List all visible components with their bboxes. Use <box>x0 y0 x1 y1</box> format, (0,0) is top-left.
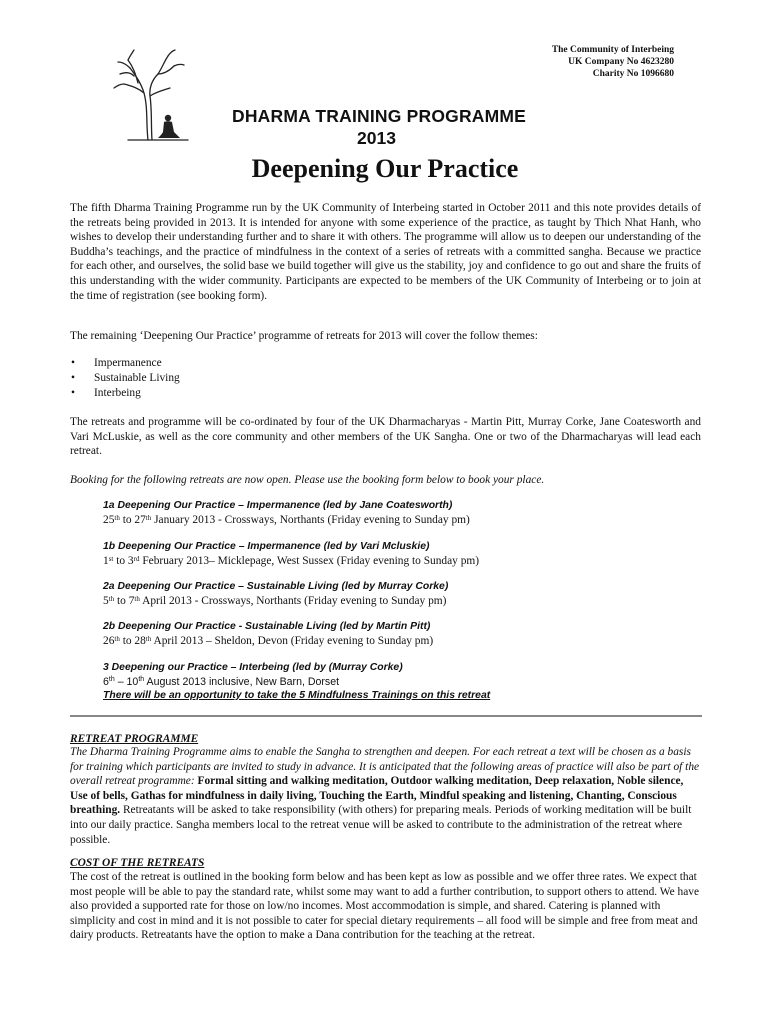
retreat-details: 6th – 10th August 2013 inclusive, New Barn, Dorset <box>103 676 340 688</box>
programme-year: 2013 <box>357 128 396 148</box>
tree-with-meditator-logo <box>108 48 200 148</box>
retreat-entry <box>103 620 703 648</box>
organisation-name: The Community of Interbeing <box>551 45 674 55</box>
company-number: UK Company No 4623280 <box>568 57 674 67</box>
mindfulness-trainings-note: There will be an opportunity to take the 5 Mindfulness Trainings on this retreat <box>103 690 491 701</box>
retreat-title: 2a Deepening Our Practice – Sustainable Living (led by Murray Corke) <box>103 581 449 592</box>
section-divider <box>70 715 702 717</box>
page-heading: Deepening Our Practice <box>251 154 519 183</box>
programme-title: DHARMA TRAINING PROGRAMME <box>232 106 527 126</box>
retreat-programme-paragraph: The Dharma Training Programme aims to enable the Sangha to strengthen and deepen. For each retreat a text will be chosen as a basis for training which participants are invited to study in advance. It is anticipated that the following areas of practice will also be part of the overall retreat programme: Formal sitting and walking meditation, Outdoor walking meditation, Deep relaxation, Noble silence, Use of bells, Gathas for mindfulness in daily living, Touching the Earth, Mindful speaking and listening, Chanting, Conscious breathing. Retreatants will be asked to take responsibility (with others) for preparing meals. Periods of working meditation will be built into our daily practice. Sangha members local to the retreat venue will be asked to contribute to the administration of the retreat where possible. <box>70 746 700 846</box>
themes-list <box>70 356 180 401</box>
organisation-details <box>552 44 674 80</box>
intro-paragraph: The fifth Dharma Training Programme run by the UK Community of Interbeing started in October 2011 and this note provides details of the retreats being provided in 2013. It is intended for anyone with some experience of the practice, as taught by Thich Nhat Hanh, who wishes to develop their understanding further and to share it with others. The programme will allow us to deepen our understanding of the Buddha’s teachings, and the practice of mindfulness in the context of a series of retreats with a committed sangha. Because we practice for each other, and ourselves, the solid base we build together will give us the stability, joy and confidence to go out and share the fruits of this understanding with the wider community. Participants are expected to be members of the UK Community of Interbeing or to join at the time of registration (see booking form). <box>70 202 701 302</box>
retreat-details: 1st to 3rd February 2013– Micklepage, West Sussex (Friday evening to Sunday pm) <box>103 555 480 567</box>
retreat-details: 26th to 28th April 2013 – Sheldon, Devon (Friday evening to Sunday pm) <box>103 635 434 647</box>
cost-paragraph: The cost of the retreat is outlined in the booking form below and has been kept as low as possible and we offer three rates. We expect that most people will be able to pay the standard rate, whilst some may want to add a further contribution, to support others to attend. We have also provided a supported rate for those on low/no incomes. Most accommodation is simple, and shared. Catering is planned with simplicity and cost in mind and it is not possible to cater for special dietary requirements – all food will be simple and free from meat and dairy products. Retreatants have the option to make a Dana contribution for the teaching at the retreat. <box>70 871 699 942</box>
cost-heading: COST OF THE RETREATS <box>70 857 205 869</box>
retreat-title: 1b Deepening Our Practice – Impermanence (led by Vari Mcluskie) <box>103 541 430 552</box>
theme-item: • Impermanence <box>70 356 180 371</box>
booking-note: Booking for the following retreats are now open. Please use the booking form below to book your place. <box>70 474 545 486</box>
retreat-title: 1a Deepening Our Practice – Impermanence (led by Jane Coatesworth) <box>103 500 453 511</box>
retreat-title: 3 Deepening our Practice – Interbeing (led by (Murray Corke) <box>103 662 403 673</box>
theme-item: • Sustainable Living <box>70 371 180 386</box>
retreat-details: 25th to 27th January 2013 - Crossways, Northants (Friday evening to Sunday pm) <box>103 514 470 526</box>
themes-intro: The remaining ‘Deepening Our Practice’ programme of retreats for 2013 will cover the follow themes: <box>70 330 538 342</box>
retreat-details: 5th to 7th April 2013 - Crossways, Northants (Friday evening to Sunday pm) <box>103 595 447 607</box>
retreat-programme-heading: RETREAT PROGRAMME <box>70 733 199 745</box>
retreat-entry <box>103 540 703 568</box>
theme-item: • Interbeing <box>70 386 180 401</box>
retreat-title: 2b Deepening Our Practice - Sustainable Living (led by Martin Pitt) <box>103 621 431 632</box>
retreat-entry <box>103 499 703 527</box>
charity-number: Charity No 1096680 <box>592 69 674 79</box>
retreat-entry <box>103 580 703 608</box>
coordination-paragraph: The retreats and programme will be co-ordinated by four of the UK Dharmacharyas - Martin Pitt, Murray Corke, Jane Coatesworth and Vari McLuskie, as well as the core community and other members of the UK Sangha. One or two of the Dharmacharyas will lead each retreat. <box>70 416 701 458</box>
retreat-entry <box>103 661 703 703</box>
